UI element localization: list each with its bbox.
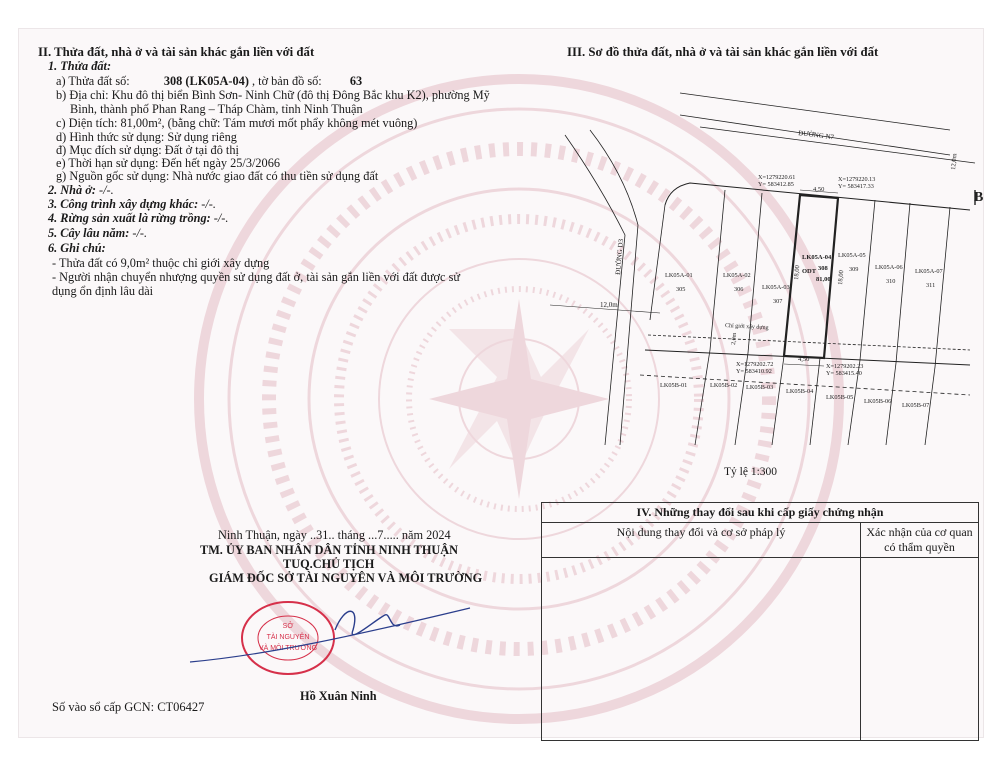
plot-a-number: 311 xyxy=(926,282,936,289)
parcel-heading: 1. Thửa đất: xyxy=(48,59,112,73)
coord-tl-y: Y= 583412.85 xyxy=(758,181,794,188)
dim-side-right: 18,00 xyxy=(837,269,846,286)
road-d3-label: ĐƯỜNG D3 xyxy=(614,238,626,276)
coord-tr-y: Y= 583417.33 xyxy=(838,183,874,190)
house-label: 2. Nhà ở: xyxy=(48,183,96,197)
road-n7-width: 12,0m xyxy=(950,153,959,171)
construction-value: -/-. xyxy=(201,197,216,211)
map-sheet-value: 63 xyxy=(349,74,363,88)
org-line-2: TUQ.CHỦ TỊCH xyxy=(283,557,375,571)
dim-top: 4,50 xyxy=(813,186,825,193)
construction-row xyxy=(48,197,216,211)
forest-label: 4. Rừng sản xuất là rừng trồng: xyxy=(48,211,211,225)
setback-label: 2,0m xyxy=(731,332,739,346)
col-confirmation-line-2: có thẩm quyền xyxy=(884,540,955,554)
map-scale: Tỷ lệ 1:300 xyxy=(724,466,778,478)
plot-a-name: LK05A-02 xyxy=(723,272,751,279)
change-content-cell[interactable] xyxy=(542,558,861,741)
dim-bottom: 4,50 xyxy=(798,356,810,363)
plot-b-name: LK05B-07 xyxy=(902,402,930,409)
map-sheet-label: , tờ bản đồ số: xyxy=(252,74,322,88)
road-n7-label: ĐƯỜNG N7 xyxy=(797,129,835,142)
subject-plot-name: LK05A-04 xyxy=(802,254,832,261)
plot-a-number: 310 xyxy=(886,278,896,285)
coord-br-x: X=1279202.23 xyxy=(826,363,864,370)
plot-a-number: 306 xyxy=(734,286,744,293)
note-1: - Thửa đất có 9,0m² thuộc chỉ giới xây dựng xyxy=(52,256,270,270)
usage-purpose-line: đ) Mục đích sử dụng: Đất ở tại đô thị xyxy=(56,143,239,157)
trees-value: -/-. xyxy=(132,226,148,240)
parcel-number-label: a) Thửa đất số: xyxy=(56,74,130,88)
coord-tl-x: X=1279220.61 xyxy=(758,174,796,181)
registry-number: Số vào sổ cấp GCN: CT06427 xyxy=(52,700,205,714)
col-confirmation xyxy=(861,523,979,558)
dim-side-left: 18,00 xyxy=(793,264,802,281)
svg-text:SỞ: SỞ xyxy=(282,623,294,630)
plot-b-name: LK05B-05 xyxy=(826,394,854,401)
org-line-1: TM. ỦY BAN NHÂN DÂN TỈNH NINH THUẬN xyxy=(200,543,459,557)
parcel-map xyxy=(530,75,985,470)
section-ii-heading: II. Thửa đất, nhà ở và tài sản khác gắn liền với đất xyxy=(38,45,315,59)
section-iii-heading: III. Sơ đồ thửa đất, nhà ở và tài sản khác gắn liền với đất xyxy=(567,45,879,59)
col-confirmation-line-1: Xác nhận của cơ quan xyxy=(866,525,973,539)
note-2-line-1: - Người nhận chuyển nhượng quyền sử dụng đất ở, tài sản gắn liền với đất được sử xyxy=(52,270,461,284)
plot-a-name: LK05A-01 xyxy=(665,272,693,279)
house-row xyxy=(48,183,114,197)
date-line: Ninh Thuận, ngày ..31.. tháng ...7..... năm 2024 xyxy=(218,528,451,542)
forest-row xyxy=(48,211,228,225)
plot-b-name: LK05B-06 xyxy=(864,398,892,405)
note-2-line-2: dụng ổn định lâu dài xyxy=(52,284,154,298)
build-line-label: Chỉ giới xây dựng xyxy=(724,323,769,332)
svg-text:TÀI NGUYÊN: TÀI NGUYÊN xyxy=(266,634,310,641)
plot-a-name: LK05A-03 xyxy=(762,284,790,291)
forest-value: -/-. xyxy=(213,211,229,225)
col-change-content: Nội dung thay đổi và cơ sở pháp lý xyxy=(542,523,861,558)
plot-a-number: 305 xyxy=(676,286,686,293)
confirmation-cell[interactable] xyxy=(861,558,979,741)
plot-a-number: 309 xyxy=(849,266,859,273)
coord-br-y: Y= 583415.40 xyxy=(826,370,862,377)
parcel-number-row xyxy=(56,74,362,88)
plot-a-number: 307 xyxy=(773,298,783,305)
plot-a-name: LK05A-07 xyxy=(915,268,943,275)
coord-bl-x: X=1279202.72 xyxy=(736,361,774,368)
signer-name: Hồ Xuân Ninh xyxy=(300,689,377,703)
coord-tr-x: X=1279220.13 xyxy=(838,176,876,183)
usage-form-line: d) Hình thức sử dụng: Sử dụng riêng xyxy=(56,130,237,144)
plot-a-name: LK05A-06 xyxy=(875,264,903,271)
usage-term-line: e) Thời hạn sử dụng: Đến hết ngày 25/3/2066 xyxy=(56,156,281,170)
org-line-3: GIÁM ĐỐC SỞ TÀI NGUYÊN VÀ MÔI TRƯỜNG xyxy=(209,571,483,585)
plot-b-name: LK05B-01 xyxy=(660,382,688,389)
subject-plot-area: 81,00 xyxy=(816,276,831,283)
plot-b-name: LK05B-03 xyxy=(746,384,774,391)
handwritten-signature xyxy=(185,600,475,670)
house-value: -/-. xyxy=(99,183,114,197)
address-line-1: b) Địa chỉ: Khu đô thị biển Bình Sơn- Ninh Chữ (đô thị Đông Bắc khu K2), phường Mỹ xyxy=(56,88,490,102)
construction-label: 3. Công trình xây dựng khác: xyxy=(48,197,199,211)
trees-row xyxy=(48,226,147,240)
plot-a-name: LK05A-05 xyxy=(838,252,866,259)
subject-plot-number: 308 xyxy=(818,265,828,272)
svg-text:VÀ MÔI TRƯỜNG: VÀ MÔI TRƯỜNG xyxy=(258,645,318,652)
plot-b-name: LK05B-04 xyxy=(786,388,814,395)
section-iv-heading: IV. Những thay đổi sau khi cấp giấy chứng nhận xyxy=(542,503,979,523)
coord-bl-y: Y= 583410.92 xyxy=(736,368,772,375)
subject-plot-use: ODT xyxy=(802,268,817,275)
parcel-number-value: 308 (LK05A-04) xyxy=(163,74,249,88)
address-line-2: Bình, thành phố Phan Rang – Tháp Chàm, tỉnh Ninh Thuận xyxy=(70,102,363,116)
changes-table xyxy=(541,502,979,741)
north-compass: B xyxy=(974,190,984,205)
notes-heading: 6. Ghi chú: xyxy=(48,241,106,255)
trees-label: 5. Cây lâu năm: xyxy=(48,226,130,240)
plot-b-name: LK05B-02 xyxy=(710,382,738,389)
road-d3-width: 12,0m xyxy=(600,301,618,309)
plots-b-group xyxy=(660,382,929,409)
area-line: c) Diện tích: 81,00m², (bằng chữ: Tám mươi mốt phẩy không mét vuông) xyxy=(56,116,418,130)
usage-origin-line: g) Nguồn gốc sử dụng: Nhà nước giao đất có thu tiền sử dụng đất xyxy=(56,169,379,183)
